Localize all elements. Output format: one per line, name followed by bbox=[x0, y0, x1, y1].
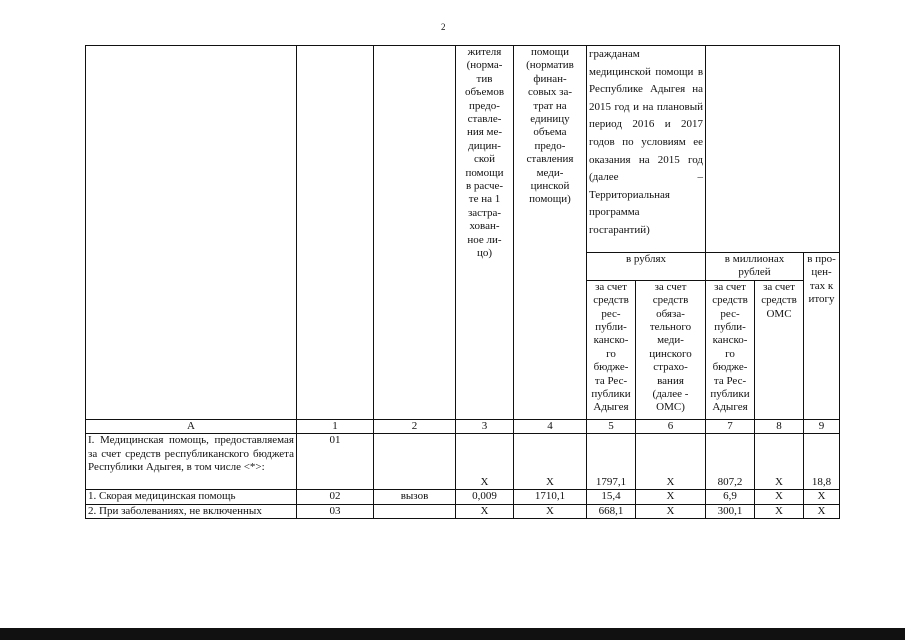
row-name: 1. Скорая медицинская помощь bbox=[86, 490, 297, 504]
row-c8: Х bbox=[755, 434, 804, 490]
header-sub6: за счет средств обяза- тельного меди- цинского страхо- вания (далее - ОМС) bbox=[636, 280, 706, 419]
row-c5: 668,1 bbox=[587, 504, 636, 518]
header-sub7: за счет средств рес- публи- канско- го бюдже- та Рес- публики Адыгея bbox=[706, 280, 755, 419]
row-unit bbox=[374, 434, 456, 490]
row-name: I. Медицинская помощь, предоставляемая за счет средств республиканского бюджета Республики Адыгея, в том числе <*>: bbox=[86, 434, 297, 490]
row-code: 01 bbox=[297, 434, 374, 490]
header-group-mln: в миллионах рублей bbox=[706, 253, 804, 281]
row-c9: Х bbox=[804, 504, 840, 518]
header-cell-a bbox=[86, 46, 297, 420]
column-numbers-row bbox=[86, 419, 840, 433]
page-number: 2 bbox=[441, 22, 446, 32]
row-c6: Х bbox=[636, 504, 706, 518]
colnum-9: 9 bbox=[804, 419, 840, 433]
budget-table bbox=[85, 45, 840, 519]
table-row bbox=[86, 490, 840, 504]
colnum-7: 7 bbox=[706, 419, 755, 433]
header-col3: жителя (норма- тив объемов предо- ставле- ния ме- дицин- ской помощи в расче- те на 1 застра- хован- ное ли- цо) bbox=[456, 46, 514, 420]
row-c8: Х bbox=[755, 490, 804, 504]
header-sub5: за счет средств рес- публи- канско- го бюдже- та Рес- публики Адыгея bbox=[587, 280, 636, 419]
scan-edge-bar bbox=[0, 628, 905, 640]
row-c8: Х bbox=[755, 504, 804, 518]
table-row bbox=[86, 434, 840, 490]
colnum-5: 5 bbox=[587, 419, 636, 433]
row-c3: 0,009 bbox=[456, 490, 514, 504]
header-group-rub: в рублях bbox=[587, 253, 706, 281]
row-c4: Х bbox=[514, 504, 587, 518]
header-pct: в про- цен- тах к итогу bbox=[804, 253, 840, 420]
header-col4: помощи (норматив финан- совых за- трат на единицу объема предо- ставления меди- цинской помощи) bbox=[514, 46, 587, 420]
row-c9: Х bbox=[804, 490, 840, 504]
row-name: 2. При заболеваниях, не включенных bbox=[86, 504, 297, 518]
table-row bbox=[86, 504, 840, 518]
row-c3: Х bbox=[456, 434, 514, 490]
row-c7: 807,2 bbox=[706, 434, 755, 490]
row-c4: Х bbox=[514, 434, 587, 490]
header-cell-1 bbox=[297, 46, 374, 420]
colnum-8: 8 bbox=[755, 419, 804, 433]
row-unit bbox=[374, 504, 456, 518]
colnum-1: 1 bbox=[297, 419, 374, 433]
row-c3: Х bbox=[456, 504, 514, 518]
colnum-a: А bbox=[86, 419, 297, 433]
colnum-3: 3 bbox=[456, 419, 514, 433]
row-c6: Х bbox=[636, 434, 706, 490]
header-sub8: за счет средств ОМС bbox=[755, 280, 804, 419]
row-c7: 6,9 bbox=[706, 490, 755, 504]
row-unit: вызов bbox=[374, 490, 456, 504]
colnum-2: 2 bbox=[374, 419, 456, 433]
header-program-name: гражданам медицинской помощи в Республике Адыгея на 2015 год и на плановый период 2016 и 2017 годов по условиям ее оказания на 2015 год (далее – Территориальная программа госгарантий) bbox=[587, 46, 706, 253]
row-c6: Х bbox=[636, 490, 706, 504]
colnum-4: 4 bbox=[514, 419, 587, 433]
row-code: 03 bbox=[297, 504, 374, 518]
colnum-6: 6 bbox=[636, 419, 706, 433]
header-row-top bbox=[86, 46, 840, 253]
row-c5: 1797,1 bbox=[587, 434, 636, 490]
row-c7: 300,1 bbox=[706, 504, 755, 518]
row-c4: 1710,1 bbox=[514, 490, 587, 504]
row-c5: 15,4 bbox=[587, 490, 636, 504]
header-cell-2 bbox=[374, 46, 456, 420]
row-code: 02 bbox=[297, 490, 374, 504]
header-empty-right bbox=[706, 46, 840, 253]
row-c9: 18,8 bbox=[804, 434, 840, 490]
